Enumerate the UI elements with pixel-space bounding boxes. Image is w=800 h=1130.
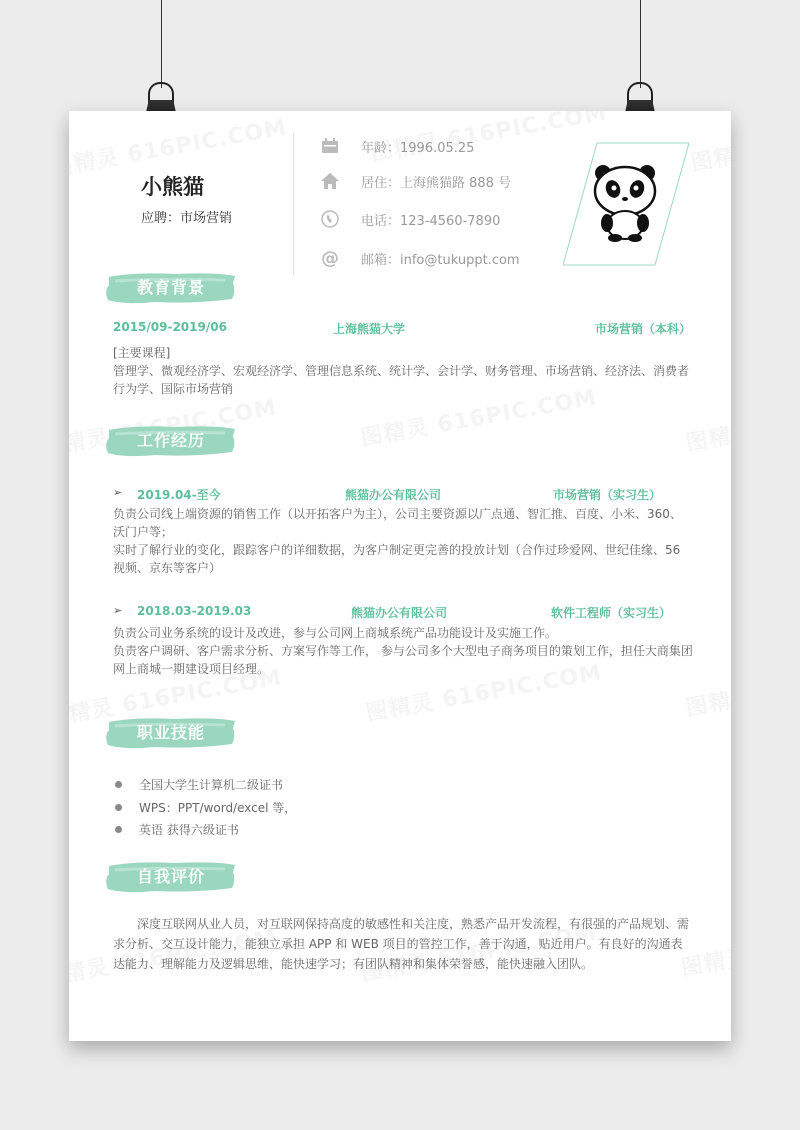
hanging-wire-right: [640, 0, 641, 88]
job-description: [113, 505, 693, 577]
panda-icon: [595, 165, 655, 242]
job-line: 负责公司线上端资源的销售工作（以开拓客户为主），公司主要资源以广点通、智汇推、百度、小米、360、沃门户等；: [113, 507, 682, 539]
education-date: 2015/09-2019/06: [113, 320, 227, 334]
avatar-photo: [563, 141, 689, 267]
job-row: [113, 486, 693, 504]
section-education-title: 教育背景: [136, 278, 205, 297]
calendar-icon: [319, 135, 341, 157]
job-date: 2019.04-至今: [137, 488, 221, 502]
info-age-text: 年龄：1996.05.25: [361, 140, 475, 156]
skill-text: WPS：PPT/word/excel 等，: [139, 801, 297, 815]
phone-icon: [319, 208, 341, 230]
hanging-wire-left: [161, 0, 162, 88]
job-description: [113, 624, 693, 678]
education-courses: [113, 344, 693, 398]
job-line: 负责公司业务系统的设计及改进，参与公司网上商城系统产品功能设计及实施工作。: [113, 626, 558, 640]
job-line: 负责客户调研、客户需求分析、方案写作等工作， 参与公司多个大型电子商务项目的策划工作，担任大商集团网上商城一期建设项目经理。: [113, 644, 693, 676]
resume-paper: [69, 111, 731, 1041]
job-company: 熊猫办公有限公司: [345, 488, 442, 502]
section-self-header: [105, 860, 237, 894]
bullet-dot-icon: [115, 781, 122, 788]
info-email: [319, 247, 520, 269]
job-bullet-icon: ➢: [113, 604, 123, 617]
info-address: [319, 170, 511, 192]
at-icon: @: [321, 247, 339, 269]
section-education-header: [105, 271, 237, 305]
skill-text: 全国大学生计算机二级证书: [139, 778, 284, 792]
skill-text: 英语 获得六级证书: [139, 823, 239, 837]
job-company: 熊猫办公有限公司: [351, 606, 448, 620]
watermark: [688, 111, 731, 178]
skill-item: [115, 821, 239, 838]
education-row: [113, 320, 693, 338]
bullet-dot-icon: [115, 804, 122, 811]
job-bullet-icon: ➢: [113, 486, 123, 499]
section-work-title: 工作经历: [136, 431, 205, 450]
header-divider: [293, 133, 294, 275]
section-skills-header: [105, 716, 237, 750]
job-position: 市场营销（实习生）: [552, 488, 661, 502]
info-phone-text: 电话：123-4560-7890: [361, 213, 501, 229]
home-icon: [319, 170, 341, 192]
job-date: 2018.03-2019.03: [137, 604, 252, 618]
candidate-name: 小熊猫: [141, 175, 204, 199]
section-self-title: 自我评价: [136, 867, 205, 886]
info-email-text: 邮箱：info@tukuppt.com: [361, 252, 520, 268]
info-age: [319, 135, 474, 157]
course-label: [主要课程]: [113, 346, 171, 360]
education-school: 上海熊猫大学: [333, 322, 406, 336]
education-major: 市场营销（本科）: [594, 322, 691, 336]
skill-item: [115, 776, 283, 793]
job-line: 实时了解行业的变化，跟踪客户的详细数据，为客户制定更完善的投放计划（合作过珍爱网、世纪佳缘、56 视频、京东等客户）: [113, 543, 681, 575]
section-skills-title: 职业技能: [136, 723, 205, 742]
info-phone: [319, 208, 500, 230]
self-evaluation-text: 深度互联网从业人员，对互联网保持高度的敏感性和关注度，熟悉产品开发流程，有很强的产品规划、需求分析、交互设计能力，能独立承担 APP 和 WEB 项目的管控工作，善于沟通，贴近用户。有良好的沟通表达能力、理解能力及逻辑思维，能快速学习；有团队精神和集体荣誉感，能快速融入团队。: [113, 917, 690, 971]
job-position: 软件工程师（实习生）: [550, 606, 671, 620]
bullet-dot-icon: [115, 826, 122, 833]
skill-item: [115, 799, 296, 816]
applied-position: 应聘：市场营销: [141, 211, 233, 226]
section-work-header: [105, 424, 237, 458]
self-evaluation: [113, 914, 693, 974]
job-row: [113, 604, 693, 622]
info-address-text: 居住：上海熊猫路 888 号: [361, 175, 512, 191]
course-list: 管理学、微观经济学、宏观经济学、管理信息系统、统计学、会计学、财务管理、市场营销、经济法、消费者行为学、国际市场营销: [113, 364, 690, 396]
